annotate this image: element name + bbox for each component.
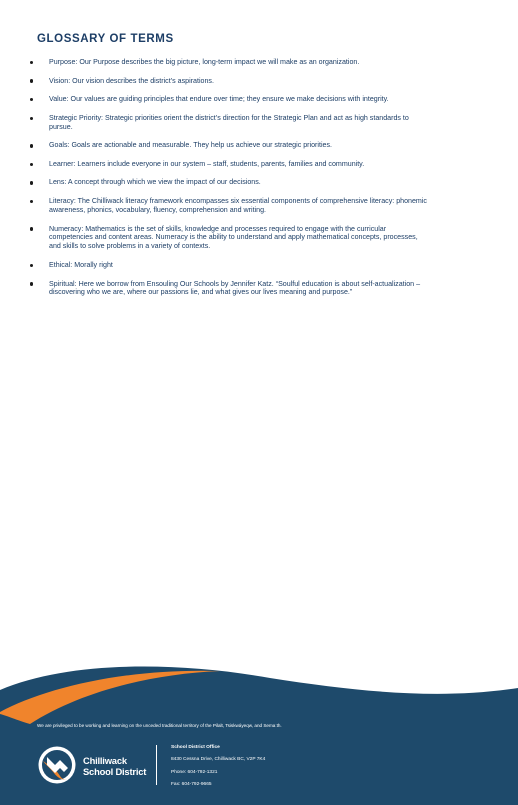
office-phone: Phone: 604-792-1321 — [171, 769, 218, 775]
bullet-icon — [30, 227, 33, 230]
glossary-text: Learner: Learners include everyone in our system – staff, students, parents, families and community. — [49, 159, 365, 168]
office-address: 8430 Cessna Drive, Chilliwack BC, V2P 7K4 — [171, 757, 266, 763]
glossary-text: Lens: A concept through which we view the impact of our decisions. — [49, 178, 261, 187]
glossary-item-strategic-priority — [28, 114, 428, 132]
bullet-icon — [30, 282, 33, 285]
page-title: GLOSSARY OF TERMS — [37, 33, 174, 45]
bullet-icon — [30, 61, 33, 64]
office-fax: Fax: 604-792-9665 — [171, 781, 212, 787]
district-logo — [37, 745, 77, 785]
glossary-item-ethical — [28, 261, 428, 270]
bullet-icon — [30, 163, 33, 166]
district-name — [83, 755, 146, 777]
bullet-icon — [30, 200, 33, 203]
land-acknowledgement: We are privileged to be working and learning on the unceded traditional territory of the Pilalt, Tsiskwáyeqw, and Semaːth. — [37, 723, 282, 728]
bullet-icon — [30, 144, 33, 147]
office-title: School District Office — [171, 745, 220, 750]
glossary-item-lens — [28, 178, 428, 187]
bullet-icon — [30, 181, 33, 184]
glossary-item-literacy — [28, 197, 428, 215]
bullet-icon — [30, 264, 33, 267]
footer-divider — [156, 745, 157, 785]
office-contact-block — [171, 742, 265, 791]
glossary-item-value — [28, 95, 428, 104]
glossary-text: Value: Our values are guiding principles that endure over time; they ensure we make decisions with integrity. — [49, 95, 389, 104]
glossary-text: Numeracy: Mathematics is the set of skills, knowledge and processes required to engage with the curricular competencies and content areas. Numeracy is the ability to understand and apply mathematical concepts, processes, and skills to solve problems in a variety of contexts. — [49, 224, 418, 251]
bullet-icon — [30, 98, 33, 101]
glossary-text: Purpose: Our Purpose describes the big picture, long-term impact we will make as an organization. — [49, 58, 360, 66]
glossary-item-numeracy — [28, 225, 428, 252]
glossary-text: Strategic Priority: Strategic priorities orient the district’s direction for the Strategic Plan and act as high standards to pursue. — [49, 113, 409, 131]
glossary-text: Literacy: The Chilliwack literacy framework encompasses six essential components of comprehensive literacy: phonemic awareness, phonics, vocabulary, fluency, comprehension and writing. — [49, 197, 427, 214]
glossary-text: Ethical: Morally right — [49, 260, 113, 269]
bullet-icon — [30, 79, 33, 82]
glossary-item-goals — [28, 141, 428, 150]
glossary-item-vision — [28, 77, 428, 86]
glossary-text: Goals: Goals are actionable and measurable. They help us achieve our strategic priorities. — [49, 141, 332, 150]
glossary-item-learner — [28, 160, 428, 169]
glossary-item-purpose — [28, 58, 428, 67]
glossary-list — [28, 58, 428, 307]
glossary-text: Vision: Our vision describes the district’s aspirations. — [49, 76, 214, 85]
bullet-icon — [30, 117, 33, 120]
district-name-line2: School District — [83, 766, 147, 777]
glossary-item-spiritual — [28, 280, 428, 298]
glossary-text: Spiritual: Here we borrow from Ensouling Our Schools by Jennifer Katz. “Soulful education is about self-actualization – discovering who we are, where our passions lie, and what gives our lives meaning and purpose.” — [49, 279, 421, 297]
district-name-line1: Chilliwack — [83, 755, 127, 766]
